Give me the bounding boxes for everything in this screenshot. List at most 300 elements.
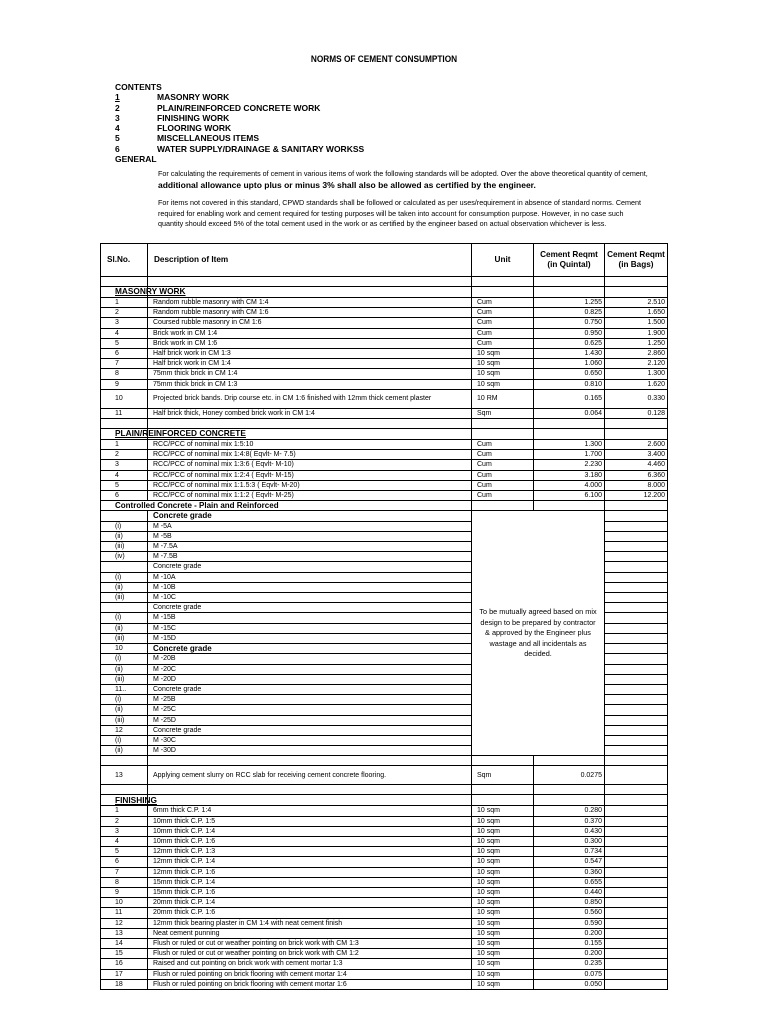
section-title: PLAIN/REINFORCED CONCRETE (101, 429, 148, 440)
empty-cell (605, 877, 668, 887)
empty-cell (605, 593, 668, 603)
row-unit: 10 sqm (472, 349, 534, 359)
col-bags-header: Cement Reqmt (in Bags) (605, 244, 668, 277)
row-slno: 4 (101, 836, 148, 846)
empty-cell (605, 938, 668, 948)
empty-cell (605, 562, 668, 572)
general-heading: GENERAL (115, 154, 157, 165)
row-slno: (iii) (101, 715, 148, 725)
row-bags: 4.460 (605, 460, 668, 470)
empty-cell (605, 572, 668, 582)
empty-cell (605, 766, 668, 785)
empty-cell (605, 501, 668, 511)
empty-cell (605, 705, 668, 715)
contents-item (115, 144, 364, 154)
row-description: Raised and cut pointing on brick work with cement mortar 1:3 (148, 959, 472, 969)
row-unit: 10 sqm (472, 359, 534, 369)
row-slno: 7 (101, 359, 148, 369)
table-row (101, 379, 668, 389)
row-description: Projected brick bands. Drip course etc. in CM 1:6 finished with 12mm thick cement plaster (148, 389, 472, 408)
row-bags: 6.360 (605, 470, 668, 480)
table-row (101, 277, 668, 287)
row-unit: 10 sqm (472, 918, 534, 928)
table-row (101, 450, 668, 460)
row-description: RCC/PCC of nominal mix 1:2:4 ( Eqvlt- M-15) (148, 470, 472, 480)
row-slno: 16 (101, 959, 148, 969)
table-row (101, 918, 668, 928)
empty-cell (148, 419, 472, 429)
empty-cell (534, 287, 605, 298)
contents-item-number: 3 (115, 112, 120, 123)
empty-cell (534, 501, 605, 511)
row-bags: 1.650 (605, 308, 668, 318)
table-row (101, 816, 668, 826)
row-unit: 10 sqm (472, 857, 534, 867)
row-unit: 10 sqm (472, 379, 534, 389)
empty-cell (101, 785, 148, 795)
table-row (101, 318, 668, 328)
row-quintal: 1.255 (534, 298, 605, 308)
empty-cell (148, 795, 472, 806)
row-description: M -7.5B (148, 552, 472, 562)
controlled-concrete-title: Controlled Concrete - Plain and Reinforced (101, 501, 472, 511)
row-bags: 3.400 (605, 450, 668, 460)
table-row (101, 419, 668, 429)
empty-cell (472, 756, 534, 766)
row-description: Brick work in CM 1:6 (148, 338, 472, 348)
row-quintal: 0.440 (534, 887, 605, 897)
row-description: Concrete grade (148, 511, 472, 521)
row-slno: (i) (101, 695, 148, 705)
table-row (101, 877, 668, 887)
empty-cell (472, 429, 534, 440)
row-description: M -5A (148, 521, 472, 531)
row-slno: (iv) (101, 552, 148, 562)
row-description: 15mm thick C.P. 1:6 (148, 887, 472, 897)
empty-cell (472, 287, 534, 298)
table-row (101, 826, 668, 836)
row-quintal: 0.050 (534, 979, 605, 989)
table-row (101, 511, 668, 521)
empty-cell (605, 582, 668, 592)
row-description: 20mm thick C.P. 1:4 (148, 898, 472, 908)
table-row (101, 328, 668, 338)
table-row (101, 389, 668, 408)
row-slno: 8 (101, 369, 148, 379)
row-unit: 10 sqm (472, 847, 534, 857)
empty-cell (605, 857, 668, 867)
row-unit: 10 RM (472, 389, 534, 408)
row-description: 10mm thick C.P. 1:6 (148, 836, 472, 846)
contents-item-number: 4 (115, 123, 120, 134)
empty-cell (605, 826, 668, 836)
row-description: Concrete grade (148, 603, 472, 613)
empty-cell (605, 795, 668, 806)
row-slno: 2 (101, 450, 148, 460)
row-quintal: 0.360 (534, 867, 605, 877)
table-row (101, 491, 668, 501)
table-row (101, 501, 668, 511)
row-unit: 10 sqm (472, 826, 534, 836)
table-row (101, 969, 668, 979)
contents-item-number: 2 (115, 102, 120, 113)
row-description: Concrete grade (148, 725, 472, 735)
table-row (101, 460, 668, 470)
row-description: M -25B (148, 695, 472, 705)
row-slno: 8 (101, 877, 148, 887)
contents-item (115, 113, 364, 123)
row-description: M -15C (148, 623, 472, 633)
row-bags: 0.128 (605, 408, 668, 418)
table-row (101, 806, 668, 816)
row-description: M -20B (148, 654, 472, 664)
row-quintal: 0.547 (534, 857, 605, 867)
table-row (101, 298, 668, 308)
contents-item-label: MISCELLANEOUS ITEMS (157, 133, 260, 144)
row-unit: Cum (472, 338, 534, 348)
row-unit: 10 sqm (472, 898, 534, 908)
row-bags: 1.500 (605, 318, 668, 328)
row-slno: (ii) (101, 705, 148, 715)
row-unit: 10 sqm (472, 836, 534, 846)
row-unit: Cum (472, 308, 534, 318)
row-quintal: 0.825 (534, 308, 605, 318)
empty-cell (605, 623, 668, 633)
row-description: 15mm thick C.P. 1:4 (148, 877, 472, 887)
row-unit: 10 sqm (472, 806, 534, 816)
row-slno: 5 (101, 480, 148, 490)
row-slno: 18 (101, 979, 148, 989)
empty-cell (472, 785, 534, 795)
empty-cell (534, 429, 605, 440)
row-quintal: 0.280 (534, 806, 605, 816)
empty-cell (605, 756, 668, 766)
table-row (101, 338, 668, 348)
row-slno: 13 (101, 766, 148, 785)
row-slno: 12 (101, 918, 148, 928)
row-slno: (i) (101, 735, 148, 745)
empty-cell (472, 795, 534, 806)
row-bags: 1.250 (605, 338, 668, 348)
row-bags: 1.620 (605, 379, 668, 389)
row-quintal: 0.650 (534, 369, 605, 379)
table-row (101, 928, 668, 938)
empty-cell (605, 806, 668, 816)
row-slno: 10 (101, 389, 148, 408)
row-unit: 10 sqm (472, 908, 534, 918)
row-slno: (ii) (101, 623, 148, 633)
empty-cell (472, 501, 534, 511)
row-description: Concrete grade (148, 562, 472, 572)
row-description: Flush or ruled pointing on brick flooring with cement mortar 1:4 (148, 969, 472, 979)
empty-cell (605, 511, 668, 521)
row-description: 10mm thick C.P. 1:4 (148, 826, 472, 836)
row-description: M -20C (148, 664, 472, 674)
contents-item (115, 92, 364, 102)
row-unit: 10 sqm (472, 949, 534, 959)
row-slno: 7 (101, 867, 148, 877)
empty-cell (534, 277, 605, 287)
row-quintal: 0.200 (534, 928, 605, 938)
table-row (101, 938, 668, 948)
row-bags: 12.200 (605, 491, 668, 501)
empty-cell (605, 979, 668, 989)
row-slno: 11.. (101, 684, 148, 694)
row-description: Concrete grade (148, 684, 472, 694)
table-row (101, 979, 668, 989)
empty-cell (605, 898, 668, 908)
row-description: 12mm thick C.P. 1:6 (148, 867, 472, 877)
row-description: 6mm thick C.P. 1:4 (148, 806, 472, 816)
row-bags: 2.600 (605, 440, 668, 450)
row-slno: 5 (101, 847, 148, 857)
row-description: Flush or ruled or cut or weather pointing on brick work with CM 1:2 (148, 949, 472, 959)
contents-item-label: FINISHING WORK (157, 112, 230, 123)
contents-item-number: 6 (115, 143, 120, 154)
empty-cell (148, 287, 472, 298)
general-paragraph-1 (158, 169, 648, 191)
row-slno: 11 (101, 908, 148, 918)
row-bags: 2.860 (605, 349, 668, 359)
row-description: M -30C (148, 735, 472, 745)
row-unit: Cum (472, 480, 534, 490)
row-slno: 14 (101, 938, 148, 948)
row-description: Random rubble masonry with CM 1:6 (148, 308, 472, 318)
row-quintal: 1.060 (534, 359, 605, 369)
empty-cell (534, 419, 605, 429)
empty-cell (605, 715, 668, 725)
row-description: M -15B (148, 613, 472, 623)
row-quintal: 0.655 (534, 877, 605, 887)
row-slno (101, 511, 148, 521)
contents-heading: CONTENTS (115, 82, 162, 92)
empty-cell (605, 908, 668, 918)
empty-cell (605, 664, 668, 674)
row-slno: (ii) (101, 746, 148, 756)
table-header-row (101, 244, 668, 277)
row-description: M -5B (148, 531, 472, 541)
empty-cell (605, 531, 668, 541)
row-unit: 10 sqm (472, 979, 534, 989)
row-unit: Cum (472, 450, 534, 460)
row-quintal: 0.850 (534, 898, 605, 908)
row-description: Concrete grade (148, 644, 472, 654)
table-row (101, 857, 668, 867)
empty-cell (605, 603, 668, 613)
row-description: 20mm thick C.P. 1:6 (148, 908, 472, 918)
row-slno: (i) (101, 521, 148, 531)
row-description: M -25D (148, 715, 472, 725)
table-row (101, 349, 668, 359)
col-unit-header: Unit (472, 244, 534, 277)
table-row (101, 440, 668, 450)
empty-cell (605, 836, 668, 846)
row-description: RCC/PCC of nominal mix 1:1.5:3 ( Eqvlt- M-20) (148, 480, 472, 490)
row-description: Brick work in CM 1:4 (148, 328, 472, 338)
row-description: M -15D (148, 633, 472, 643)
row-slno: 10 (101, 644, 148, 654)
row-bags: 1.900 (605, 328, 668, 338)
row-description: Flush or ruled pointing on brick flooring with cement mortar 1:6 (148, 979, 472, 989)
empty-cell (101, 419, 148, 429)
empty-cell (148, 756, 472, 766)
row-slno: (iii) (101, 633, 148, 643)
contents-list (115, 82, 364, 164)
row-quintal: 2.230 (534, 460, 605, 470)
empty-cell (534, 785, 605, 795)
row-slno: 2 (101, 816, 148, 826)
table-row (101, 359, 668, 369)
empty-cell (605, 735, 668, 745)
row-unit: 10 sqm (472, 938, 534, 948)
contents-item-label: PLAIN/REINFORCED CONCRETE WORK (157, 102, 321, 113)
contents-item-label: FLOORING WORK (157, 123, 232, 134)
row-unit: Cum (472, 440, 534, 450)
row-slno: (ii) (101, 664, 148, 674)
contents-item-label: WATER SUPPLY/DRAINAGE & SANITARY WORKSS (157, 143, 365, 154)
empty-cell (605, 654, 668, 664)
row-description: 75mm thick brick in CM 1:4 (148, 369, 472, 379)
row-description: Coursed rubble masonry in CM 1:6 (148, 318, 472, 328)
row-unit: 10 sqm (472, 877, 534, 887)
row-quintal: 0.734 (534, 847, 605, 857)
row-quintal: 0.235 (534, 959, 605, 969)
empty-cell (605, 287, 668, 298)
row-quintal: 0.810 (534, 379, 605, 389)
empty-cell (148, 277, 472, 287)
row-quintal: 0.075 (534, 969, 605, 979)
row-slno: 6 (101, 857, 148, 867)
row-slno: 10 (101, 898, 148, 908)
row-description: M -10A (148, 572, 472, 582)
row-slno: 3 (101, 318, 148, 328)
row-slno: (ii) (101, 531, 148, 541)
row-slno: (i) (101, 613, 148, 623)
row-description: M -7.5A (148, 542, 472, 552)
row-slno: 13 (101, 928, 148, 938)
row-slno: 1 (101, 298, 148, 308)
empty-cell (605, 969, 668, 979)
empty-cell (534, 795, 605, 806)
row-quintal: 0.750 (534, 318, 605, 328)
row-quintal: 0.165 (534, 389, 605, 408)
table-row (101, 836, 668, 846)
table-row (101, 887, 668, 897)
row-slno: 3 (101, 826, 148, 836)
row-description: M -25C (148, 705, 472, 715)
row-slno: 12 (101, 725, 148, 735)
row-slno: (i) (101, 572, 148, 582)
row-slno: 11 (101, 408, 148, 418)
table-row (101, 949, 668, 959)
contents-item (115, 103, 364, 113)
row-slno (101, 603, 148, 613)
empty-cell (148, 785, 472, 795)
empty-cell (605, 521, 668, 531)
empty-cell (605, 419, 668, 429)
empty-cell (605, 684, 668, 694)
row-description: 12mm thick C.P. 1:4 (148, 857, 472, 867)
table-row (101, 959, 668, 969)
empty-cell (605, 959, 668, 969)
contents-item-number: 5 (115, 133, 120, 144)
row-description: Half brick thick, Honey combed brick work in CM 1:4 (148, 408, 472, 418)
row-description: RCC/PCC of nominal mix 1:3:6 ( Eqvlt- M-10) (148, 460, 472, 470)
row-slno: (i) (101, 654, 148, 664)
table-row (101, 369, 668, 379)
row-unit: 10 sqm (472, 867, 534, 877)
row-description: Random rubble masonry with CM 1:4 (148, 298, 472, 308)
row-slno (101, 562, 148, 572)
contents-item (115, 133, 364, 143)
empty-cell (605, 918, 668, 928)
row-slno: 1 (101, 806, 148, 816)
empty-cell (605, 847, 668, 857)
row-slno: 17 (101, 969, 148, 979)
empty-cell (534, 756, 605, 766)
row-unit: 10 sqm (472, 816, 534, 826)
row-slno: (ii) (101, 582, 148, 592)
empty-cell (605, 785, 668, 795)
row-quintal: 0.200 (534, 949, 605, 959)
row-slno: 2 (101, 308, 148, 318)
row-unit: 10 sqm (472, 969, 534, 979)
row-description: Half brick work in CM 1:3 (148, 349, 472, 359)
row-description: RCC/PCC of nominal mix 1:4:8( Eqvlt- M- 7.5) (148, 450, 472, 460)
row-unit: Cum (472, 470, 534, 480)
general-paragraph-2: For items not covered in this standard, CPWD standards shall be followed or calculated as per uses/requirement in absence of standard norms. Cement required for enabling work and cement required for testing purposes will be taken into account for consumption purpose. However, in no case such quantity should exceed 5% of the total cement used in the work or as certified by the engineer based on actual observation whichever is less. (158, 198, 641, 228)
row-quintal: 0.300 (534, 836, 605, 846)
row-description: Flush or ruled or cut or weather pointing on brick work with CM 1:3 (148, 938, 472, 948)
row-unit: Cum (472, 298, 534, 308)
empty-cell (605, 429, 668, 440)
table-row (101, 756, 668, 766)
row-description: 12mm thick C.P. 1:3 (148, 847, 472, 857)
empty-cell (472, 277, 534, 287)
row-quintal: 0.590 (534, 918, 605, 928)
table-row (101, 408, 668, 418)
table-row (101, 470, 668, 480)
empty-cell (605, 725, 668, 735)
contents-item (115, 123, 364, 133)
row-quintal: 1.700 (534, 450, 605, 460)
row-unit: 10 sqm (472, 369, 534, 379)
row-description: RCC/PCC of nominal mix 1:5:10 (148, 440, 472, 450)
row-unit: Sqm (472, 766, 534, 785)
row-bags: 2.510 (605, 298, 668, 308)
empty-cell (101, 277, 148, 287)
row-unit: 10 sqm (472, 887, 534, 897)
row-slno: (iii) (101, 593, 148, 603)
empty-cell (605, 552, 668, 562)
row-description: Neat cement punning (148, 928, 472, 938)
col-desc-header: Description of Item (148, 244, 472, 277)
page-title: NORMS OF CEMENT CONSUMPTION (310, 54, 458, 64)
empty-cell (605, 867, 668, 877)
empty-cell (605, 746, 668, 756)
contents-item-number: 1 (115, 92, 120, 103)
row-quintal: 1.300 (534, 440, 605, 450)
row-description: 12mm thick bearing plaster in CM 1:4 with neat cement finish (148, 918, 472, 928)
row-quintal: 6.100 (534, 491, 605, 501)
empty-cell (605, 644, 668, 654)
row-unit: Cum (472, 318, 534, 328)
row-unit: Cum (472, 328, 534, 338)
empty-cell (605, 674, 668, 684)
row-quintal: 0.430 (534, 826, 605, 836)
table-row (101, 908, 668, 918)
row-bags: 1.300 (605, 369, 668, 379)
